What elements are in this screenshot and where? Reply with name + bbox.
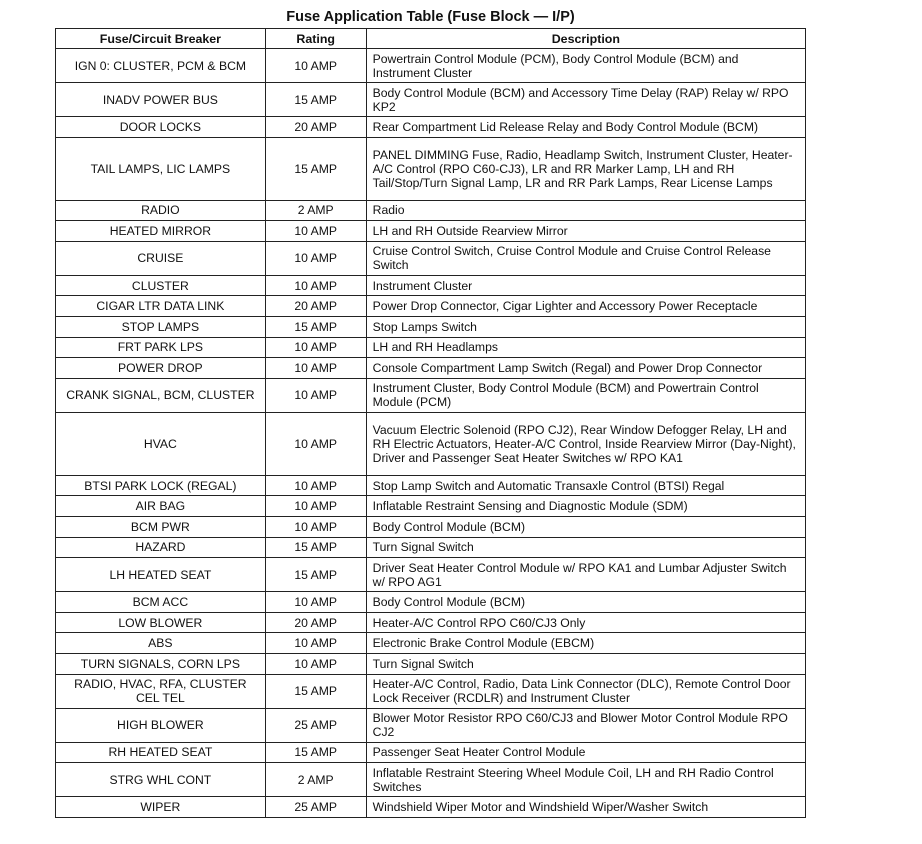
- fuse-name-cell: RADIO: [56, 200, 266, 221]
- table-row: [56, 558, 806, 592]
- table-row: [56, 412, 806, 475]
- table-row: [56, 475, 806, 496]
- description-cell: Rear Compartment Lid Release Relay and Body Control Module (BCM): [366, 117, 805, 138]
- description-cell: Power Drop Connector, Cigar Lighter and Accessory Power Receptacle: [366, 296, 805, 317]
- fuse-name-cell: LH HEATED SEAT: [56, 558, 266, 592]
- rating-cell: 20 AMP: [265, 117, 366, 138]
- table-row: [56, 117, 806, 138]
- description-cell: Powertrain Control Module (PCM), Body Control Module (BCM) and Instrument Cluster: [366, 49, 805, 83]
- rating-cell: 10 AMP: [265, 275, 366, 296]
- table-row: [56, 516, 806, 537]
- fuse-name-cell: WIPER: [56, 797, 266, 818]
- description-cell: Stop Lamp Switch and Automatic Transaxle Control (BTSI) Regal: [366, 475, 805, 496]
- table-row: [56, 633, 806, 654]
- rating-cell: 2 AMP: [265, 763, 366, 797]
- fuse-name-cell: POWER DROP: [56, 358, 266, 379]
- description-cell: Instrument Cluster: [366, 275, 805, 296]
- rating-cell: 15 AMP: [265, 316, 366, 337]
- description-cell: Heater-A/C Control RPO C60/CJ3 Only: [366, 612, 805, 633]
- table-row: [56, 708, 806, 742]
- rating-cell: 15 AMP: [265, 674, 366, 708]
- fuse-name-cell: BCM ACC: [56, 592, 266, 613]
- table-row: [56, 49, 806, 83]
- description-cell: Body Control Module (BCM): [366, 516, 805, 537]
- table-row: [56, 592, 806, 613]
- rating-cell: 20 AMP: [265, 296, 366, 317]
- rating-cell: 15 AMP: [265, 558, 366, 592]
- fuse-name-cell: CRUISE: [56, 241, 266, 275]
- table-row: [56, 275, 806, 296]
- description-cell: PANEL DIMMING Fuse, Radio, Headlamp Switch, Instrument Cluster, Heater-A/C Control (RPO C60-CJ3), LR and RR Marker Lamp, LH and RH Tail/Stop/Turn Signal Lamp, LR and RR Park Lamps, Rear License Lamps: [366, 137, 805, 200]
- rating-cell: 15 AMP: [265, 83, 366, 117]
- description-cell: Body Control Module (BCM): [366, 592, 805, 613]
- fuse-name-cell: HAZARD: [56, 537, 266, 558]
- rating-cell: 10 AMP: [265, 592, 366, 613]
- fuse-name-cell: DOOR LOCKS: [56, 117, 266, 138]
- fuse-name-cell: LOW BLOWER: [56, 612, 266, 633]
- table-row: [56, 537, 806, 558]
- table-row: [56, 137, 806, 200]
- table-row: [56, 358, 806, 379]
- description-cell: Inflatable Restraint Sensing and Diagnostic Module (SDM): [366, 496, 805, 517]
- table-row: [56, 797, 806, 818]
- header-fuse: Fuse/Circuit Breaker: [56, 29, 266, 49]
- table-row: [56, 296, 806, 317]
- table-row: [56, 742, 806, 763]
- header-description: Description: [366, 29, 805, 49]
- description-cell: Cruise Control Switch, Cruise Control Module and Cruise Control Release Switch: [366, 241, 805, 275]
- description-cell: Windshield Wiper Motor and Windshield Wiper/Washer Switch: [366, 797, 805, 818]
- fuse-name-cell: IGN 0: CLUSTER, PCM & BCM: [56, 49, 266, 83]
- fuse-name-cell: FRT PARK LPS: [56, 337, 266, 358]
- table-row: [56, 763, 806, 797]
- rating-cell: 10 AMP: [265, 378, 366, 412]
- table-row: [56, 337, 806, 358]
- rating-cell: 25 AMP: [265, 708, 366, 742]
- fuse-name-cell: BTSI PARK LOCK (REGAL): [56, 475, 266, 496]
- description-cell: Turn Signal Switch: [366, 537, 805, 558]
- rating-cell: 2 AMP: [265, 200, 366, 221]
- fuse-name-cell: HVAC: [56, 412, 266, 475]
- fuse-name-cell: HIGH BLOWER: [56, 708, 266, 742]
- fuse-name-cell: CLUSTER: [56, 275, 266, 296]
- rating-cell: 15 AMP: [265, 137, 366, 200]
- rating-cell: 10 AMP: [265, 221, 366, 242]
- fuse-name-cell: STOP LAMPS: [56, 316, 266, 337]
- fuse-name-cell: RADIO, HVAC, RFA, CLUSTER CEL TEL: [56, 674, 266, 708]
- table-row: [56, 200, 806, 221]
- table-row: [56, 221, 806, 242]
- description-cell: Passenger Seat Heater Control Module: [366, 742, 805, 763]
- fuse-application-table: [55, 28, 806, 818]
- description-cell: Console Compartment Lamp Switch (Regal) and Power Drop Connector: [366, 358, 805, 379]
- fuse-name-cell: BCM PWR: [56, 516, 266, 537]
- description-cell: Heater-A/C Control, Radio, Data Link Connector (DLC), Remote Control Door Lock Receiver (RCDLR) and Instrument Cluster: [366, 674, 805, 708]
- description-cell: Turn Signal Switch: [366, 653, 805, 674]
- rating-cell: 10 AMP: [265, 241, 366, 275]
- fuse-name-cell: ABS: [56, 633, 266, 654]
- rating-cell: 10 AMP: [265, 475, 366, 496]
- rating-cell: 10 AMP: [265, 516, 366, 537]
- description-cell: Radio: [366, 200, 805, 221]
- table-row: [56, 496, 806, 517]
- description-cell: Electronic Brake Control Module (EBCM): [366, 633, 805, 654]
- fuse-name-cell: TAIL LAMPS, LIC LAMPS: [56, 137, 266, 200]
- rating-cell: 10 AMP: [265, 496, 366, 517]
- fuse-name-cell: CRANK SIGNAL, BCM, CLUSTER: [56, 378, 266, 412]
- fuse-name-cell: TURN SIGNALS, CORN LPS: [56, 653, 266, 674]
- table-row: [56, 674, 806, 708]
- table-row: [56, 316, 806, 337]
- fuse-name-cell: CIGAR LTR DATA LINK: [56, 296, 266, 317]
- header-row: [56, 29, 806, 49]
- rating-cell: 20 AMP: [265, 612, 366, 633]
- table-row: [56, 653, 806, 674]
- fuse-name-cell: AIR BAG: [56, 496, 266, 517]
- fuse-name-cell: INADV POWER BUS: [56, 83, 266, 117]
- description-cell: Body Control Module (BCM) and Accessory Time Delay (RAP) Relay w/ RPO KP2: [366, 83, 805, 117]
- rating-cell: 10 AMP: [265, 337, 366, 358]
- description-cell: LH and RH Headlamps: [366, 337, 805, 358]
- rating-cell: 10 AMP: [265, 49, 366, 83]
- rating-cell: 10 AMP: [265, 633, 366, 654]
- description-cell: Vacuum Electric Solenoid (RPO CJ2), Rear Window Defogger Relay, LH and RH Electric Actuators, Heater-A/C Control, Inside Rearview Mirror (Day-Night), Driver and Passenger Seat Heater Switches w/ RPO KA1: [366, 412, 805, 475]
- description-cell: Inflatable Restraint Steering Wheel Module Coil, LH and RH Radio Control Switches: [366, 763, 805, 797]
- description-cell: LH and RH Outside Rearview Mirror: [366, 221, 805, 242]
- fuse-name-cell: STRG WHL CONT: [56, 763, 266, 797]
- description-cell: Instrument Cluster, Body Control Module (BCM) and Powertrain Control Module (PCM): [366, 378, 805, 412]
- table-row: [56, 241, 806, 275]
- table-body: [56, 49, 806, 818]
- description-cell: Blower Motor Resistor RPO C60/CJ3 and Blower Motor Control Module RPO CJ2: [366, 708, 805, 742]
- table-title: Fuse Application Table (Fuse Block — I/P): [286, 9, 575, 25]
- rating-cell: 15 AMP: [265, 742, 366, 763]
- fuse-name-cell: RH HEATED SEAT: [56, 742, 266, 763]
- rating-cell: 10 AMP: [265, 653, 366, 674]
- header-rating: Rating: [265, 29, 366, 49]
- description-cell: Stop Lamps Switch: [366, 316, 805, 337]
- rating-cell: 25 AMP: [265, 797, 366, 818]
- table-row: [56, 83, 806, 117]
- table-row: [56, 612, 806, 633]
- rating-cell: 10 AMP: [265, 358, 366, 379]
- description-cell: Driver Seat Heater Control Module w/ RPO KA1 and Lumbar Adjuster Switch w/ RPO AG1: [366, 558, 805, 592]
- rating-cell: 15 AMP: [265, 537, 366, 558]
- fuse-name-cell: HEATED MIRROR: [56, 221, 266, 242]
- rating-cell: 10 AMP: [265, 412, 366, 475]
- table-row: [56, 378, 806, 412]
